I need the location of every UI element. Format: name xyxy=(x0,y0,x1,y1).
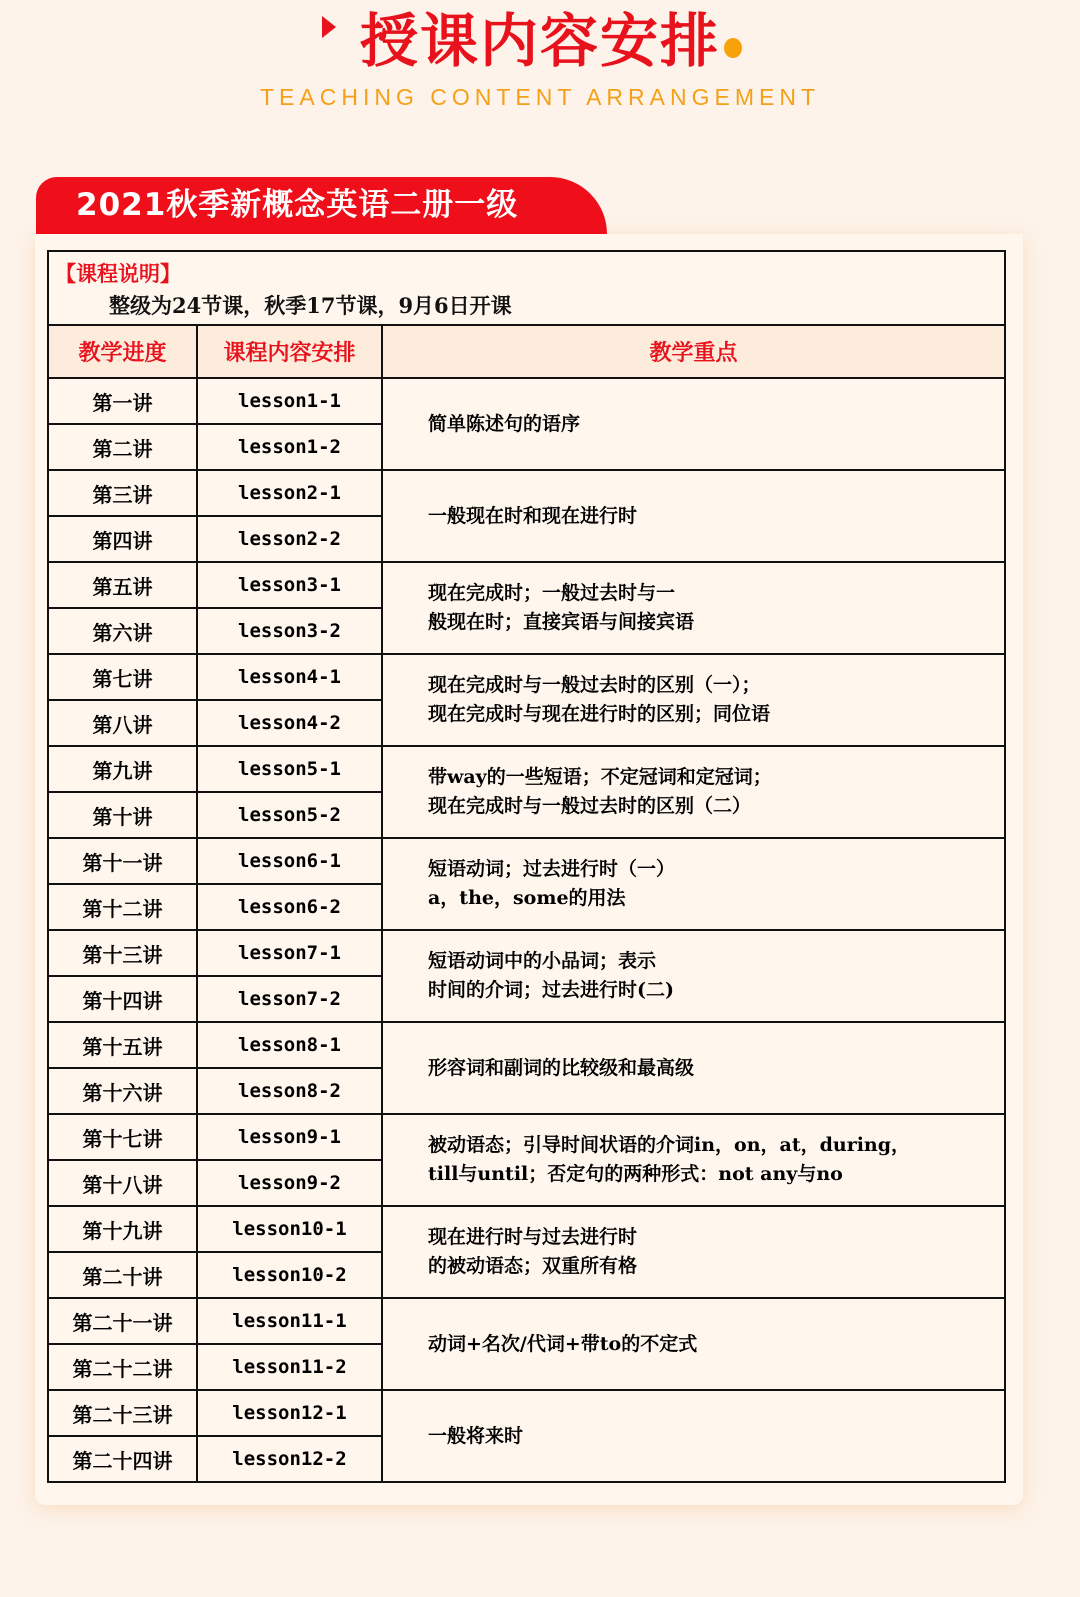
schedule-table xyxy=(47,250,1006,1483)
focus-cell xyxy=(382,1022,1005,1114)
focus-line: till与until；否定句的两种形式：not any与no xyxy=(428,1163,843,1185)
focus-cell xyxy=(382,838,1005,930)
lesson-cell: lesson2-2 xyxy=(197,516,382,562)
lesson-cell: lesson12-2 xyxy=(197,1436,382,1482)
lecture-cell: 第八讲 xyxy=(48,700,197,746)
focus-line: 被动语态；引导时间状语的介词in，on，at，during， xyxy=(428,1134,911,1156)
focus-line: 现在完成时与一般过去时的区别（一）； xyxy=(428,674,761,696)
lesson-cell: lesson1-2 xyxy=(197,424,382,470)
lesson-cell: lesson4-1 xyxy=(197,654,382,700)
lecture-cell: 第七讲 xyxy=(48,654,197,700)
lecture-cell: 第二十四讲 xyxy=(48,1436,197,1482)
page-title: 授课内容安排 xyxy=(359,7,720,75)
lecture-cell: 第十三讲 xyxy=(48,930,197,976)
focus-line: 动词+名次/代词+带to的不定式 xyxy=(428,1332,698,1355)
lecture-cell: 第三讲 xyxy=(48,470,197,516)
lesson-cell: lesson6-1 xyxy=(197,838,382,884)
lecture-cell: 第六讲 xyxy=(48,608,197,654)
lecture-cell: 第二十一讲 xyxy=(48,1298,197,1344)
table-row xyxy=(48,930,1005,976)
lecture-cell: 第九讲 xyxy=(48,746,197,792)
lecture-cell: 第十讲 xyxy=(48,792,197,838)
course-info xyxy=(48,251,1005,325)
lesson-cell: lesson12-1 xyxy=(197,1390,382,1436)
lesson-cell: lesson1-1 xyxy=(197,378,382,424)
table-row xyxy=(48,838,1005,884)
focus-line: 现在完成时与现在进行时的区别；同位语 xyxy=(428,703,771,725)
focus-cell xyxy=(382,654,1005,746)
focus-line: 一般将来时 xyxy=(428,1424,524,1447)
focus-line: 简单陈述句的语序 xyxy=(428,412,581,435)
lecture-cell: 第十九讲 xyxy=(48,1206,197,1252)
focus-cell xyxy=(382,470,1005,562)
focus-line: 现在进行时与过去进行时 xyxy=(428,1226,638,1248)
lecture-cell: 第二十二讲 xyxy=(48,1344,197,1390)
lecture-cell: 第十七讲 xyxy=(48,1114,197,1160)
table-row xyxy=(48,1022,1005,1068)
lecture-cell: 第十四讲 xyxy=(48,976,197,1022)
focus-cell xyxy=(382,1206,1005,1298)
table-row xyxy=(48,654,1005,700)
lecture-cell: 第五讲 xyxy=(48,562,197,608)
column-header-progress: 教学进度 xyxy=(48,325,197,378)
focus-cell xyxy=(382,562,1005,654)
title-dot-icon xyxy=(724,38,742,58)
page-subtitle: TEACHING CONTENT ARRANGEMENT xyxy=(260,84,820,110)
table-row xyxy=(48,470,1005,516)
lesson-cell: lesson9-2 xyxy=(197,1160,382,1206)
focus-line: 现在完成时；一般过去时与一 xyxy=(428,582,676,604)
lecture-cell: 第十八讲 xyxy=(48,1160,197,1206)
lecture-cell: 第十五讲 xyxy=(48,1022,197,1068)
lesson-cell: lesson10-2 xyxy=(197,1252,382,1298)
column-header-content: 课程内容安排 xyxy=(197,325,382,378)
lesson-cell: lesson9-1 xyxy=(197,1114,382,1160)
lecture-cell: 第二十讲 xyxy=(48,1252,197,1298)
focus-line: 带way的一些短语；不定冠词和定冠词； xyxy=(428,766,772,788)
lesson-cell: lesson10-1 xyxy=(197,1206,382,1252)
focus-line: a，the，some的用法 xyxy=(428,887,626,909)
lesson-cell: lesson5-2 xyxy=(197,792,382,838)
table-row xyxy=(48,746,1005,792)
table-row xyxy=(48,378,1005,424)
focus-cell xyxy=(382,746,1005,838)
course-info-label: 【课程说明】 xyxy=(55,261,181,286)
lesson-cell: lesson8-2 xyxy=(197,1068,382,1114)
lecture-cell: 第十二讲 xyxy=(48,884,197,930)
table-row xyxy=(48,562,1005,608)
lecture-cell: 第二讲 xyxy=(48,424,197,470)
lecture-cell: 第十六讲 xyxy=(48,1068,197,1114)
focus-line: 现在完成时与一般过去时的区别（二） xyxy=(428,795,752,817)
table-row xyxy=(48,1298,1005,1344)
focus-line: 般现在时；直接宾语与间接宾语 xyxy=(428,611,695,633)
table-row xyxy=(48,1206,1005,1252)
focus-cell xyxy=(382,1114,1005,1206)
course-tab: 2021秋季新概念英语二册一级 xyxy=(36,177,607,234)
lesson-cell: lesson5-1 xyxy=(197,746,382,792)
focus-line: 的被动语态；双重所有格 xyxy=(428,1255,638,1277)
focus-cell xyxy=(382,1390,1005,1482)
lecture-cell: 第二十三讲 xyxy=(48,1390,197,1436)
focus-line: 一般现在时和现在进行时 xyxy=(428,504,638,527)
focus-cell xyxy=(382,378,1005,470)
lesson-cell: lesson8-1 xyxy=(197,1022,382,1068)
lecture-cell: 第四讲 xyxy=(48,516,197,562)
lesson-cell: lesson4-2 xyxy=(197,700,382,746)
lesson-cell: lesson3-1 xyxy=(197,562,382,608)
focus-line: 短语动词；过去进行时（一） xyxy=(428,858,676,880)
focus-line: 时间的介词；过去进行时(二) xyxy=(428,979,674,1001)
table-row xyxy=(48,1390,1005,1436)
lesson-cell: lesson3-2 xyxy=(197,608,382,654)
focus-line: 形容词和副词的比较级和最高级 xyxy=(428,1056,695,1079)
lesson-cell: lesson6-2 xyxy=(197,884,382,930)
lecture-cell: 第十一讲 xyxy=(48,838,197,884)
focus-cell xyxy=(382,1298,1005,1390)
lesson-cell: lesson11-1 xyxy=(197,1298,382,1344)
lesson-cell: lesson7-1 xyxy=(197,930,382,976)
column-header-focus: 教学重点 xyxy=(382,325,1005,378)
table-row xyxy=(48,1114,1005,1160)
lecture-cell: 第一讲 xyxy=(48,378,197,424)
lesson-cell: lesson11-2 xyxy=(197,1344,382,1390)
focus-cell xyxy=(382,930,1005,1022)
lesson-cell: lesson7-2 xyxy=(197,976,382,1022)
course-info-text: 整级为24节课，秋季17节课，9月6日开课 xyxy=(109,293,512,318)
lesson-cell: lesson2-1 xyxy=(197,470,382,516)
focus-line: 短语动词中的小品词；表示 xyxy=(428,950,657,972)
